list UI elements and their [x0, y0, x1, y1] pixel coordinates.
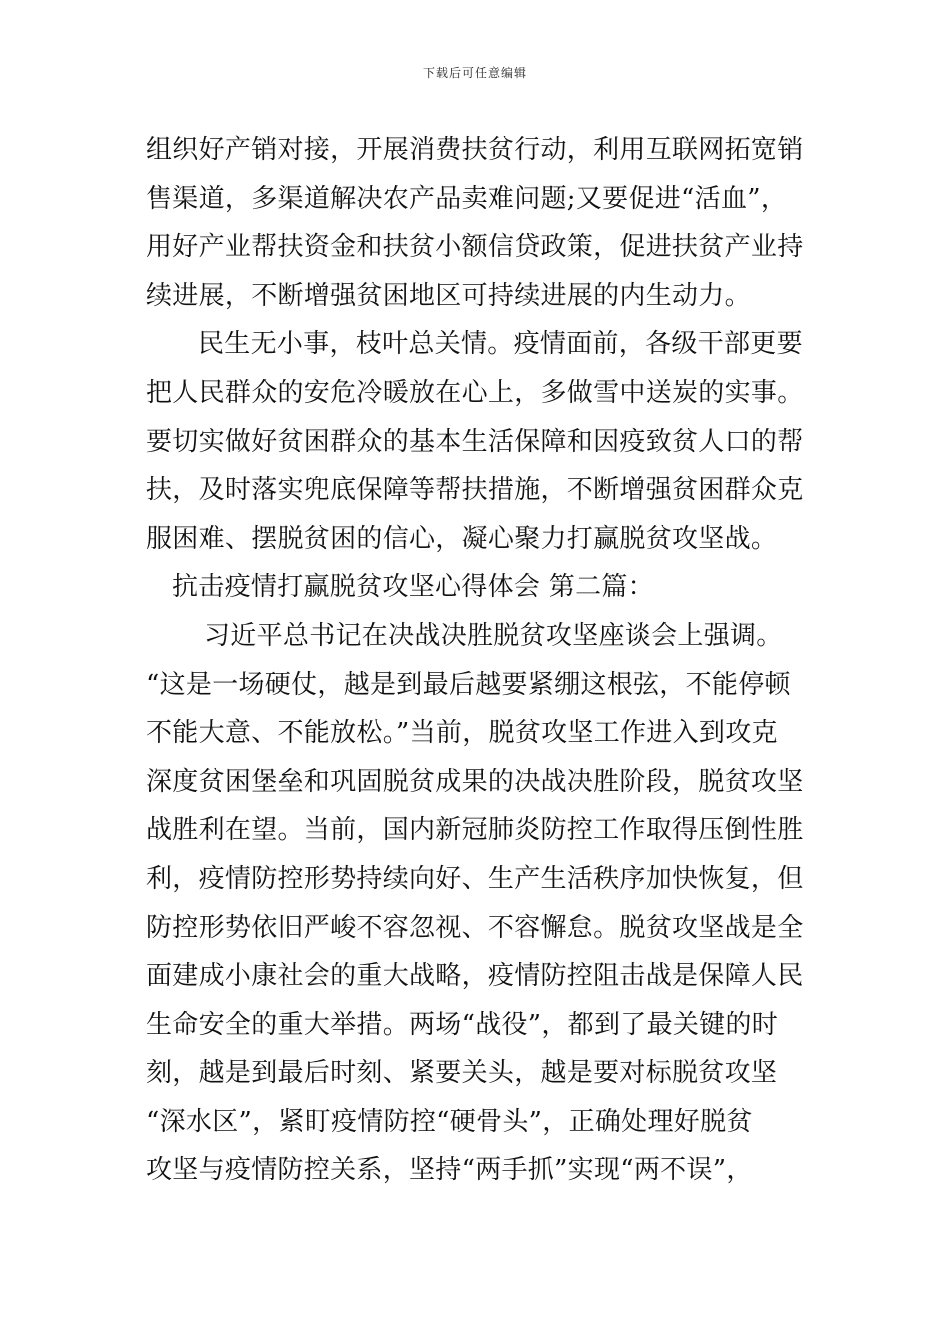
text-line: “这是一场硬仗，越是到最后越要紧绷这根弦，不能停顿: [146, 669, 791, 700]
text-line: 深度贫困堡垒和巩固脱贫成果的决战决胜阶段，脱贫攻坚: [146, 766, 804, 797]
text-line: 续进展，不断增强贫困地区可持续进展的内生动力。: [146, 280, 751, 311]
text-line: 服困难、摆脱贫困的信心，凝心聚力打赢脱贫攻坚战。: [146, 523, 778, 554]
text-line: 把人民群众的安危冷暖放在心上，多做雪中送炭的实事。: [146, 377, 804, 408]
text-line: 攻坚与疫情防控关系，坚持“两手抓”实现“两不误”，: [146, 1155, 753, 1186]
text-line: 用好产业帮扶资金和扶贫小额信贷政策，促进扶贫产业持: [146, 232, 804, 263]
text-line: 要切实做好贫困群众的基本生活保障和因疫致贫人口的帮: [146, 426, 804, 457]
text-line: 生命安全的重大举措。两场“战役”，都到了最关键的时: [146, 1009, 779, 1040]
section-heading: 抗击疫情打赢脱贫攻坚心得体会 第二篇：: [172, 572, 654, 603]
text-line: “深水区”，紧盯疫情防控“硬骨头”，正确处理好脱贫: [146, 1106, 753, 1137]
paragraph-start-line: 习近平总书记在决战决胜脱贫攻坚座谈会上强调。: [204, 620, 783, 651]
body-text: [146, 126, 810, 1195]
text-line: 扶，及时落实兜底保障等帮扶措施，不断增强贫困群众克: [146, 475, 804, 506]
header-note: 下载后可任意编辑: [422, 66, 527, 80]
text-line: 刻，越是到最后时刻、紧要关头，越是要对标脱贫攻坚: [146, 1058, 778, 1089]
text-line: 售渠道，多渠道解决农产品卖难问题;又要促进“活血”，: [146, 183, 788, 214]
paragraph-start-line: 民生无小事，枝叶总关情。疫情面前，各级干部更要: [198, 329, 803, 360]
text-line: 不能大意、不能放松。”当前，脱贫攻坚工作进入到攻克: [146, 718, 778, 749]
text-line: 组织好产销对接，开展消费扶贫行动，利用互联网拓宽销: [146, 135, 804, 165]
text-line: 战胜利在望。当前，国内新冠肺炎防控工作取得压倒性胜: [146, 815, 804, 846]
text-line: 防控形势依旧严峻不容忽视、不容懈怠。脱贫攻坚战是全: [146, 912, 804, 943]
text-line: 面建成小康社会的重大战略，疫情防控阻击战是保障人民: [146, 961, 804, 992]
text-line: 利，疫情防控形势持续向好、生产生活秩序加快恢复，但: [146, 863, 804, 894]
